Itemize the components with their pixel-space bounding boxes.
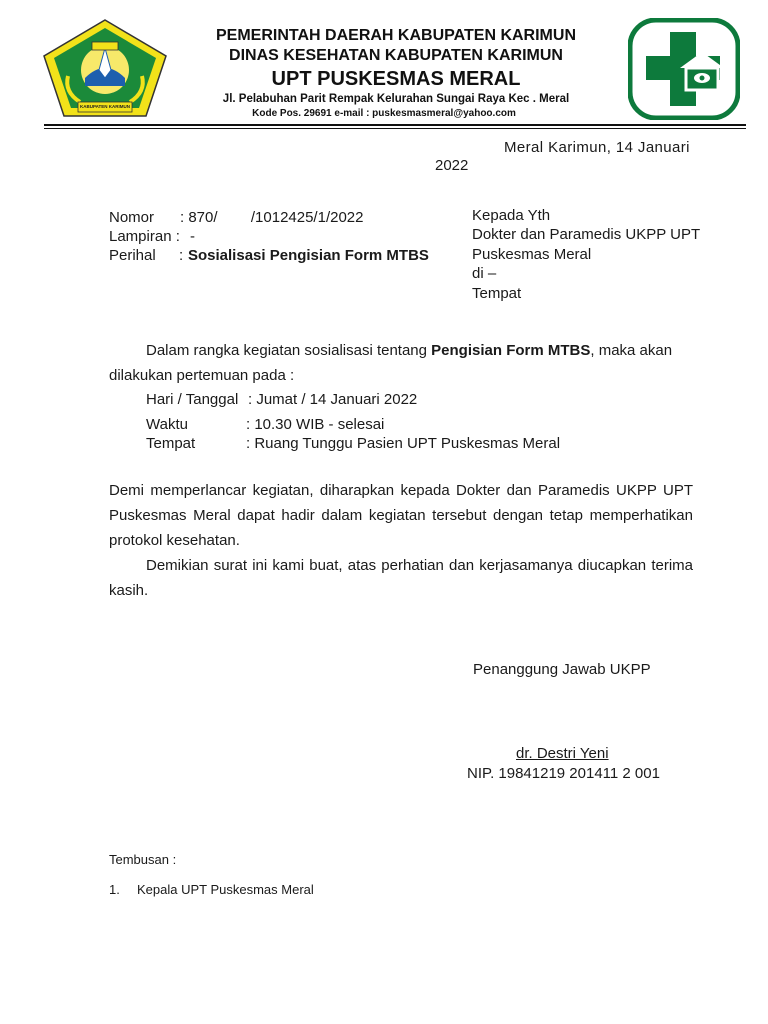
nomor-value: : 870/ /1012425/1/2022 (180, 209, 364, 226)
tembusan-label: Tembusan : (109, 852, 177, 867)
perihal-value: Sosialisasi Pengisian Form MTBS (188, 247, 429, 264)
waktu-label: Waktu (146, 416, 188, 433)
letter-date: Meral Karimun, 14 Januari (504, 139, 690, 156)
letterhead-rule-thin (44, 128, 746, 129)
p1-after: , maka akan (590, 342, 673, 359)
letter-date-year: 2022 (435, 157, 469, 174)
nomor-label: Nomor (109, 209, 155, 226)
p1-before: Dalam rangka kegiatan sosialisasi tentang (146, 342, 432, 359)
body-paragraph-1-line-2: dilakukan pertemuan pada : (109, 367, 295, 384)
body-paragraph-1 (146, 341, 672, 360)
body-paragraph-3: Demikian surat ini kami buat, atas perhatian dan kerjasamanya diucapkan terima kasih. (109, 557, 693, 599)
kop-address-line: Jl. Pelabuhan Parit Rempak Kelurahan Sungai Raya Kec . Meral (222, 93, 570, 105)
hari-label: Hari / Tanggal (146, 391, 239, 408)
body-paragraph-2: Demi memperlancar kegiatan, diharapkan kepada Dokter dan Paramedis UKPP UPT Puskesmas Meral dapat hadir dalam kegiatan tersebut dengan tetap memperhatikan protokol kesehatan. (109, 482, 693, 549)
lampiran-label: Lampiran : (109, 228, 180, 245)
p1-bold: Pengisian Form MTBS (431, 342, 591, 359)
recipient-line-1: Kepada Yth (472, 207, 551, 224)
kop-institution-line: UPT PUSKESMAS MERAL (271, 68, 521, 90)
signatory-nip: NIP. 19841219 201411 2 001 (467, 765, 660, 782)
recipient-line-5: Tempat (472, 285, 522, 302)
logo-ribbon-text: KABUPATEN KARIMUN (79, 104, 131, 109)
kop-government-line: PEMERINTAH DAERAH KABUPATEN KARIMUN (216, 27, 576, 44)
recipient-line-4: di – (472, 265, 497, 282)
lampiran-value: - (190, 228, 195, 245)
tempat-value: : Ruang Tunggu Pasien UPT Puskesmas Meral (246, 435, 561, 452)
perihal-label: Perihal (109, 247, 156, 264)
tembusan-item-text: Kepala UPT Puskesmas Meral (137, 882, 314, 897)
recipient-line-3: Puskesmas Meral (472, 246, 592, 263)
hari-value: : Jumat / 14 Januari 2022 (248, 391, 418, 408)
perihal-colon: : (179, 247, 184, 264)
recipient-line-2: Dokter dan Paramedis UKPP UPT (472, 226, 701, 243)
kop-contact-line: Kode Pos. 29691 e-mail : puskesmasmeral@yahoo.com (252, 108, 516, 119)
letterhead-rule-thick (44, 124, 746, 126)
signatory-name: dr. Destri Yeni (516, 745, 609, 762)
signature-title: Penanggung Jawab UKPP (473, 661, 651, 678)
waktu-value: : 10.30 WIB - selesai (246, 416, 385, 433)
kop-agency-line: DINAS KESEHATAN KABUPATEN KARIMUN (229, 47, 563, 64)
tembusan-item-number: 1. (109, 882, 120, 897)
tempat-label: Tempat (146, 435, 196, 452)
